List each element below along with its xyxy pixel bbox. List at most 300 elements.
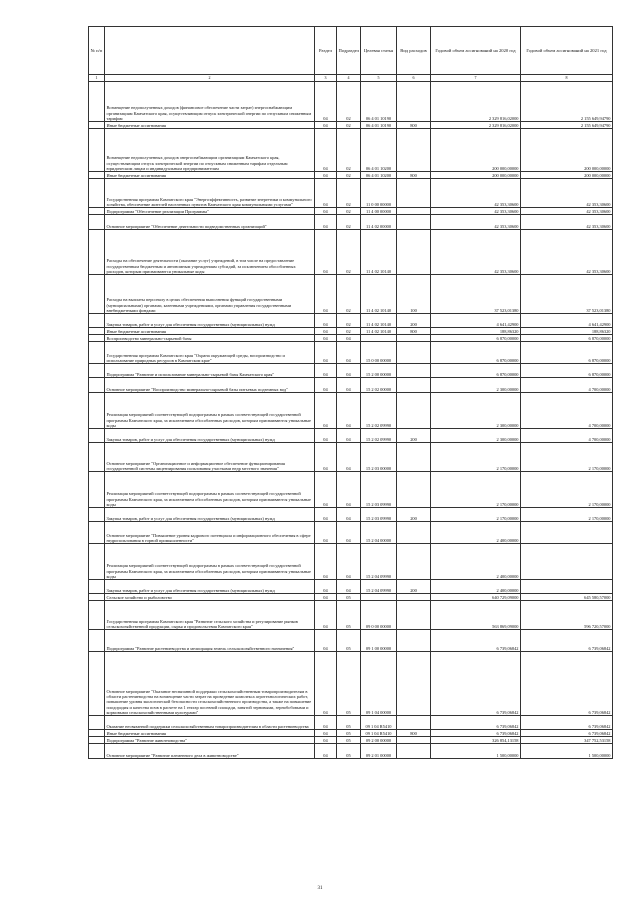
row-name: Сельское хозяйство и рыболовство [105,594,315,601]
row-name: Основное мероприятие "Оказание несвязанной поддержки сельскохозяйственным товаропроизводителям в области растениеводства на возмещение части затрат на проведение комплекса агротехнологических работ, повышение уровня экологической безопасности сельскохозяйственного производства, а также на повышение плодородия и качества почв в расчете на 1 гектар посевной площади, занятой зерновыми, зернобобовыми и кормовыми сельскохозяйственными культурами" [105,652,315,716]
table-row [89,215,613,230]
row-section: 04 [315,335,337,342]
row-section: 04 [315,314,337,328]
row-subsection: 04 [337,544,361,580]
row-amount-2021: 6 739,06842 [521,630,613,652]
row-expense-type [397,378,431,393]
row-amount-2021: 200 000,00000 [521,129,613,172]
row-amount-2020: 200 000,00000 [431,129,521,172]
row-subsection: 05 [337,630,361,652]
table-row [89,275,613,314]
row-target-article: 15 2 02 09990 [361,429,397,443]
row-target-article: 06 4 01 10200 [361,172,397,179]
row-name: Иные бюджетные ассигнования [105,122,315,129]
col-number-7: 7 [431,75,521,82]
row-subsection: 05 [337,594,361,601]
row-number [89,652,105,716]
row-section: 04 [315,508,337,522]
row-subsection: 04 [337,342,361,364]
row-section: 04 [315,179,337,208]
row-number [89,508,105,522]
row-amount-2021: 42 353,30600 [521,230,613,275]
row-subsection: 02 [337,230,361,275]
row-expense-type: 100 [397,275,431,314]
row-subsection: 04 [337,522,361,544]
row-name: Реализация мероприятий соответствующей подпрограммы в рамках соответствующей государственной программы Камчатского края, за исключением обособленных расходов, которым присваиваются уникальные коды [105,544,315,580]
row-name: Основное мероприятие "Обеспечение деятельности подведомственных организаций" [105,215,315,230]
row-name: Подпрограмма "Развитие растениеводства и мелиорация земель сельскохозяйственного назначения" [105,630,315,652]
table-row [89,472,613,508]
budget-table [88,26,613,759]
table-row [89,443,613,472]
row-amount-2020: 6 739,06842 [431,630,521,652]
row-expense-type: 200 [397,508,431,522]
row-subsection: 04 [337,335,361,342]
row-amount-2020: 6 870,00000 [431,342,521,364]
row-amount-2020: 1 500,00000 [431,744,521,759]
row-target-article: 11 4 02 10140 [361,328,397,335]
table-row [89,716,613,730]
row-amount-2021: 4 641,42900 [521,314,613,328]
row-subsection: 02 [337,275,361,314]
row-number [89,328,105,335]
col-number-8: 8 [521,75,613,82]
row-number [89,314,105,328]
row-target-article [361,335,397,342]
row-subsection: 05 [337,601,361,630]
header-name [105,27,315,75]
row-amount-2021: 2 170,00000 [521,508,613,522]
row-expense-type [397,230,431,275]
table-row [89,335,613,342]
row-subsection: 02 [337,82,361,122]
row-subsection: 05 [337,652,361,716]
row-number [89,730,105,737]
row-target-article: 15 2 00 00000 [361,364,397,378]
row-target-article: 09 2 00 00000 [361,737,397,744]
row-section: 04 [315,443,337,472]
table-row [89,364,613,378]
row-subsection: 04 [337,472,361,508]
row-name: Основное мероприятие "Организационное и информационное обеспечение функционирования государственной системы лицензирования пользования участками недр местного значения" [105,443,315,472]
table-row [89,630,613,652]
row-number [89,737,105,744]
row-amount-2020: 42 353,30600 [431,208,521,215]
row-name: Подпрограмма "Развитие животноводства" [105,737,315,744]
row-expense-type [397,737,431,744]
table-row [89,172,613,179]
table-body [89,82,613,759]
row-expense-type [397,601,431,630]
row-subsection: 04 [337,443,361,472]
row-section: 04 [315,328,337,335]
row-amount-2020: 6 739,06842 [431,730,521,737]
table-row [89,129,613,172]
row-subsection: 02 [337,122,361,129]
row-amount-2021: 200 000,00000 [521,172,613,179]
row-section: 04 [315,342,337,364]
row-section: 04 [315,544,337,580]
row-number [89,472,105,508]
table-row [89,122,613,129]
row-target-article: 15 2 04 00000 [361,522,397,544]
row-subsection: 02 [337,208,361,215]
row-amount-2021: 6 870,00000 [521,335,613,342]
row-expense-type: 200 [397,314,431,328]
row-amount-2020: 42 353,30600 [431,215,521,230]
row-amount-2020: 2 400,00000 [431,522,521,544]
row-number [89,544,105,580]
row-amount-2021: 2 155 649,94790 [521,82,613,122]
col-number-6: 6 [397,75,431,82]
row-target-article: 11 4 02 10140 [361,314,397,328]
row-section: 04 [315,737,337,744]
row-expense-type [397,544,431,580]
table-row [89,230,613,275]
row-amount-2021: 42 353,30600 [521,179,613,208]
row-name: Закупка товаров, работ и услуг для обеспечения государственных (муниципальных) нужд [105,429,315,443]
row-section: 04 [315,393,337,429]
table-row [89,594,613,601]
row-subsection: 02 [337,328,361,335]
row-amount-2021: 6 739,06842 [521,716,613,730]
table-row [89,601,613,630]
table-row [89,652,613,716]
row-section: 04 [315,275,337,314]
row-section: 04 [315,129,337,172]
row-target-article: 09 2 01 00000 [361,744,397,759]
row-number [89,594,105,601]
row-expense-type [397,215,431,230]
row-name: Иные бюджетные ассигнования [105,328,315,335]
row-amount-2021: 596 720,57000 [521,601,613,630]
row-number [89,129,105,172]
row-amount-2020: 2 329 816,02000 [431,82,521,122]
col-number-5: 5 [361,75,397,82]
col-number-4: 4 [337,75,361,82]
table-row [89,522,613,544]
row-number [89,378,105,393]
row-expense-type: 800 [397,328,431,335]
row-subsection: 02 [337,129,361,172]
row-amount-2020: 4 641,42900 [431,314,521,328]
row-target-article: 11 0 00 00000 [361,179,397,208]
row-amount-2020: 200 000,00000 [431,172,521,179]
row-target-article: 15 2 04 09990 [361,580,397,594]
row-amount-2021: 42 353,30600 [521,208,613,215]
row-expense-type [397,335,431,342]
row-section: 04 [315,594,337,601]
row-target-article: 15 2 03 09990 [361,508,397,522]
row-amount-2020: 6 739,06842 [431,652,521,716]
row-expense-type: 200 [397,429,431,443]
row-section: 04 [315,172,337,179]
column-number-row [89,75,613,82]
row-amount-2020: 6 870,00000 [431,335,521,342]
table-row [89,328,613,335]
table-row [89,730,613,737]
row-number [89,716,105,730]
row-name: Возмещение недополученных доходов (финансовое обеспечение части затрат) энергоснабжающим организациям Камчатского края, осуществляющим отпуск электрической энергии по отпускным сниженным тарифам [105,82,315,122]
header-amount-2020: Годовой объем ассигнований на 2020 год [431,27,521,75]
row-amount-2021: 2 170,00000 [521,443,613,472]
row-expense-type: 800 [397,172,431,179]
row-amount-2020: 37 523,01380 [431,275,521,314]
row-section: 04 [315,730,337,737]
row-number [89,580,105,594]
row-amount-2020: 2 329 816,02000 [431,122,521,129]
row-target-article: 09 0 00 00000 [361,601,397,630]
row-target-article: 11 4 02 10140 [361,275,397,314]
page-number: 31 [317,886,323,891]
col-number-2: 2 [105,75,315,82]
row-target-article: 15 2 04 09990 [361,544,397,580]
row-amount-2020: 326 854,13158 [431,737,521,744]
row-amount-2021: 6 739,06842 [521,652,613,716]
row-subsection: 02 [337,314,361,328]
row-target-article: 09 1 00 00000 [361,630,397,652]
row-subsection: 02 [337,215,361,230]
row-name: Возмещение недополученных доходов энергоснабжающим организациям Камчатского края, осуществляющим отпуск электрической энергии по отпускным сниженным тарифам отдельным юридическим лицам и индивидуальным предпринимателям [105,129,315,172]
row-expense-type [397,82,431,122]
row-number [89,630,105,652]
table-header-row [89,27,613,75]
row-amount-2021 [521,522,613,544]
row-subsection: 04 [337,378,361,393]
row-expense-type [397,129,431,172]
row-amount-2021: 4 700,00000 [521,429,613,443]
row-amount-2020: 6 739,06842 [431,716,521,730]
row-section: 04 [315,716,337,730]
table-row [89,179,613,208]
row-amount-2020: 640 729,09000 [431,594,521,601]
row-subsection: 05 [337,744,361,759]
row-expense-type [397,744,431,759]
row-name: Расходы на выплаты персоналу в целях обеспечения выполнения функций государственными (муниципальными) органами, казенными учреждениями, органами управления государственными внебюджетными фондами [105,275,315,314]
row-expense-type [397,364,431,378]
table-row [89,378,613,393]
table-row [89,508,613,522]
table-row [89,208,613,215]
row-subsection: 04 [337,364,361,378]
header-number: № п/п [89,27,105,75]
row-name: Государственная программа Камчатского края "Охрана окружающей среды, воспроизводство и использование природных ресурсов в Камчатском крае" [105,342,315,364]
row-number [89,744,105,759]
row-amount-2020: 188,86320 [431,328,521,335]
row-amount-2020: 2 300,00000 [431,378,521,393]
row-target-article: 09 1 04 R5410 [361,716,397,730]
row-number [89,82,105,122]
row-number [89,364,105,378]
row-name: Воспроизводство минерально-сырьевой базы [105,335,315,342]
row-amount-2021: 37 523,01380 [521,275,613,314]
row-number [89,393,105,429]
row-section: 04 [315,580,337,594]
row-number [89,215,105,230]
row-name: Основное мероприятие "Развитие племенного дела в животноводстве" [105,744,315,759]
row-section: 04 [315,208,337,215]
col-number-1: 1 [89,75,105,82]
row-amount-2021: 6 870,00000 [521,342,613,364]
row-section: 04 [315,429,337,443]
row-amount-2021: 4 700,00000 [521,393,613,429]
row-amount-2021 [521,580,613,594]
row-name: Основное мероприятие "Повышение уровня кадрового потенциала и информационного обеспечения в сфере недропользования в горной промышленности" [105,522,315,544]
row-target-article: 15 2 02 09990 [361,393,397,429]
table-row [89,82,613,122]
table-row [89,393,613,429]
row-name: Государственная программа Камчатского края "Энергоэффективность, развитие энергетики и коммунального хозяйства, обеспечение жителей населенных пунктов Камчатского края коммунальными услугами" [105,179,315,208]
row-expense-type [397,630,431,652]
row-target-article: 11 4 00 00000 [361,208,397,215]
row-expense-type [397,522,431,544]
table-row [89,544,613,580]
row-amount-2020: 2 170,00000 [431,508,521,522]
row-amount-2020: 2 170,00000 [431,472,521,508]
row-number [89,522,105,544]
row-amount-2021: 4 700,00000 [521,378,613,393]
row-target-article: 15 2 02 00000 [361,378,397,393]
row-amount-2020: 2 300,00000 [431,429,521,443]
row-amount-2020: 42 353,30600 [431,179,521,208]
row-section: 04 [315,122,337,129]
row-expense-type [397,716,431,730]
row-number [89,275,105,314]
row-number [89,172,105,179]
row-expense-type [397,179,431,208]
row-subsection: 05 [337,730,361,737]
row-expense-type: 200 [397,580,431,594]
row-number [89,342,105,364]
header-expense-type: Вид расходов [397,27,431,75]
row-name: Подпрограмма "Развитие и использование минерально-сырьевой базы Камчатского края" [105,364,315,378]
table-row [89,342,613,364]
row-name: Иные бюджетные ассигнования [105,730,315,737]
row-amount-2021: 2 170,00000 [521,472,613,508]
row-name: Подпрограмма "Обеспечение реализации Программы" [105,208,315,215]
row-section: 04 [315,472,337,508]
row-expense-type [397,393,431,429]
table-row [89,314,613,328]
row-amount-2021: 42 353,30600 [521,215,613,230]
row-amount-2020: 2 170,00000 [431,443,521,472]
table-row [89,744,613,759]
row-expense-type [397,652,431,716]
table-row [89,580,613,594]
row-amount-2020: 2 400,00000 [431,544,521,580]
row-amount-2021: 188,86320 [521,328,613,335]
row-target-article: 15 2 03 09990 [361,472,397,508]
row-name: Основное мероприятие "Воспроизводство минерально-сырьевой базы питьевых подземных вод" [105,378,315,393]
col-number-3: 3 [315,75,337,82]
row-subsection: 05 [337,737,361,744]
row-target-article: 06 4 01 10200 [361,129,397,172]
row-name: Оказание несвязанной поддержки сельскохозяйственным товаропроизводителям в области растениеводства [105,716,315,730]
row-amount-2021: 2 155 649,94790 [521,122,613,129]
row-number [89,601,105,630]
row-section: 04 [315,601,337,630]
row-section: 04 [315,744,337,759]
row-number [89,122,105,129]
row-amount-2021: 347 752,53158 [521,737,613,744]
row-expense-type [397,594,431,601]
row-amount-2021 [521,544,613,580]
header-subsection: Подраздел [337,27,361,75]
row-subsection: 04 [337,393,361,429]
row-amount-2020: 2 300,00000 [431,393,521,429]
row-number [89,230,105,275]
row-subsection: 04 [337,429,361,443]
row-amount-2020: 2 400,00000 [431,580,521,594]
row-number [89,208,105,215]
row-expense-type [397,443,431,472]
row-number [89,179,105,208]
row-name: Расходы на обеспечение деятельности (оказание услуг) учреждений, в том числе на предоставление государственным бюджетным и автономным учреждениям субсидий, за исключением обособленных расходов, которым присваиваются уникальные коды [105,230,315,275]
row-amount-2020: 563 869,09000 [431,601,521,630]
row-target-article: 09 1 04 00000 [361,652,397,716]
row-amount-2020: 6 870,00000 [431,364,521,378]
header-section: Раздел [315,27,337,75]
row-section: 04 [315,230,337,275]
row-expense-type: 800 [397,122,431,129]
row-subsection: 05 [337,716,361,730]
header-target-article: Целевая статья [361,27,397,75]
row-amount-2021: 6 739,06842 [521,730,613,737]
row-number [89,429,105,443]
row-subsection: 04 [337,508,361,522]
row-section: 04 [315,652,337,716]
row-subsection: 04 [337,580,361,594]
row-section: 04 [315,378,337,393]
row-name: Иные бюджетные ассигнования [105,172,315,179]
row-subsection: 02 [337,179,361,208]
row-target-article: 15 2 03 00000 [361,443,397,472]
row-name: Реализация мероприятий соответствующей подпрограммы в рамках соответствующей государственной программы Камчатского края, за исключением обособленных расходов, которым присваиваются уникальные коды [105,393,315,429]
row-target-article [361,594,397,601]
row-name: Государственная программа Камчатского края "Развитие сельского хозяйства и регулирование рынков сельскохозяйственной продукции, сырья и продовольствия Камчатского края" [105,601,315,630]
table-row [89,429,613,443]
row-amount-2021: 645 580,57000 [521,594,613,601]
header-amount-2021: Годовой объем ассигнований на 2021 год [521,27,613,75]
row-name: Закупка товаров, работ и услуг для обеспечения государственных (муниципальных) нужд [105,508,315,522]
row-name: Закупка товаров, работ и услуг для обеспечения государственных (муниципальных) нужд [105,314,315,328]
row-section: 04 [315,82,337,122]
row-amount-2021: 6 870,00000 [521,364,613,378]
row-subsection: 02 [337,172,361,179]
table-row [89,737,613,744]
row-target-article: 15 0 00 00000 [361,342,397,364]
row-target-article: 06 4 01 10190 [361,122,397,129]
row-section: 04 [315,630,337,652]
row-expense-type: 800 [397,730,431,737]
row-amount-2020: 42 353,30600 [431,230,521,275]
row-name: Реализация мероприятий соответствующей подпрограммы в рамках соответствующей государственной программы Камчатского края, за исключением обособленных расходов, которым присваиваются уникальные коды [105,472,315,508]
row-target-article: 09 1 04 R5410 [361,730,397,737]
row-target-article: 11 4 02 00000 [361,215,397,230]
row-amount-2021: 1 500,00000 [521,744,613,759]
row-target-article: 11 4 02 10140 [361,230,397,275]
row-name: Закупка товаров, работ и услуг для обеспечения государственных (муниципальных) нужд [105,580,315,594]
row-section: 04 [315,364,337,378]
row-section: 04 [315,215,337,230]
row-section: 04 [315,522,337,544]
row-expense-type [397,208,431,215]
row-expense-type [397,472,431,508]
row-expense-type [397,342,431,364]
row-target-article: 06 4 01 10190 [361,82,397,122]
row-number [89,443,105,472]
row-number [89,335,105,342]
